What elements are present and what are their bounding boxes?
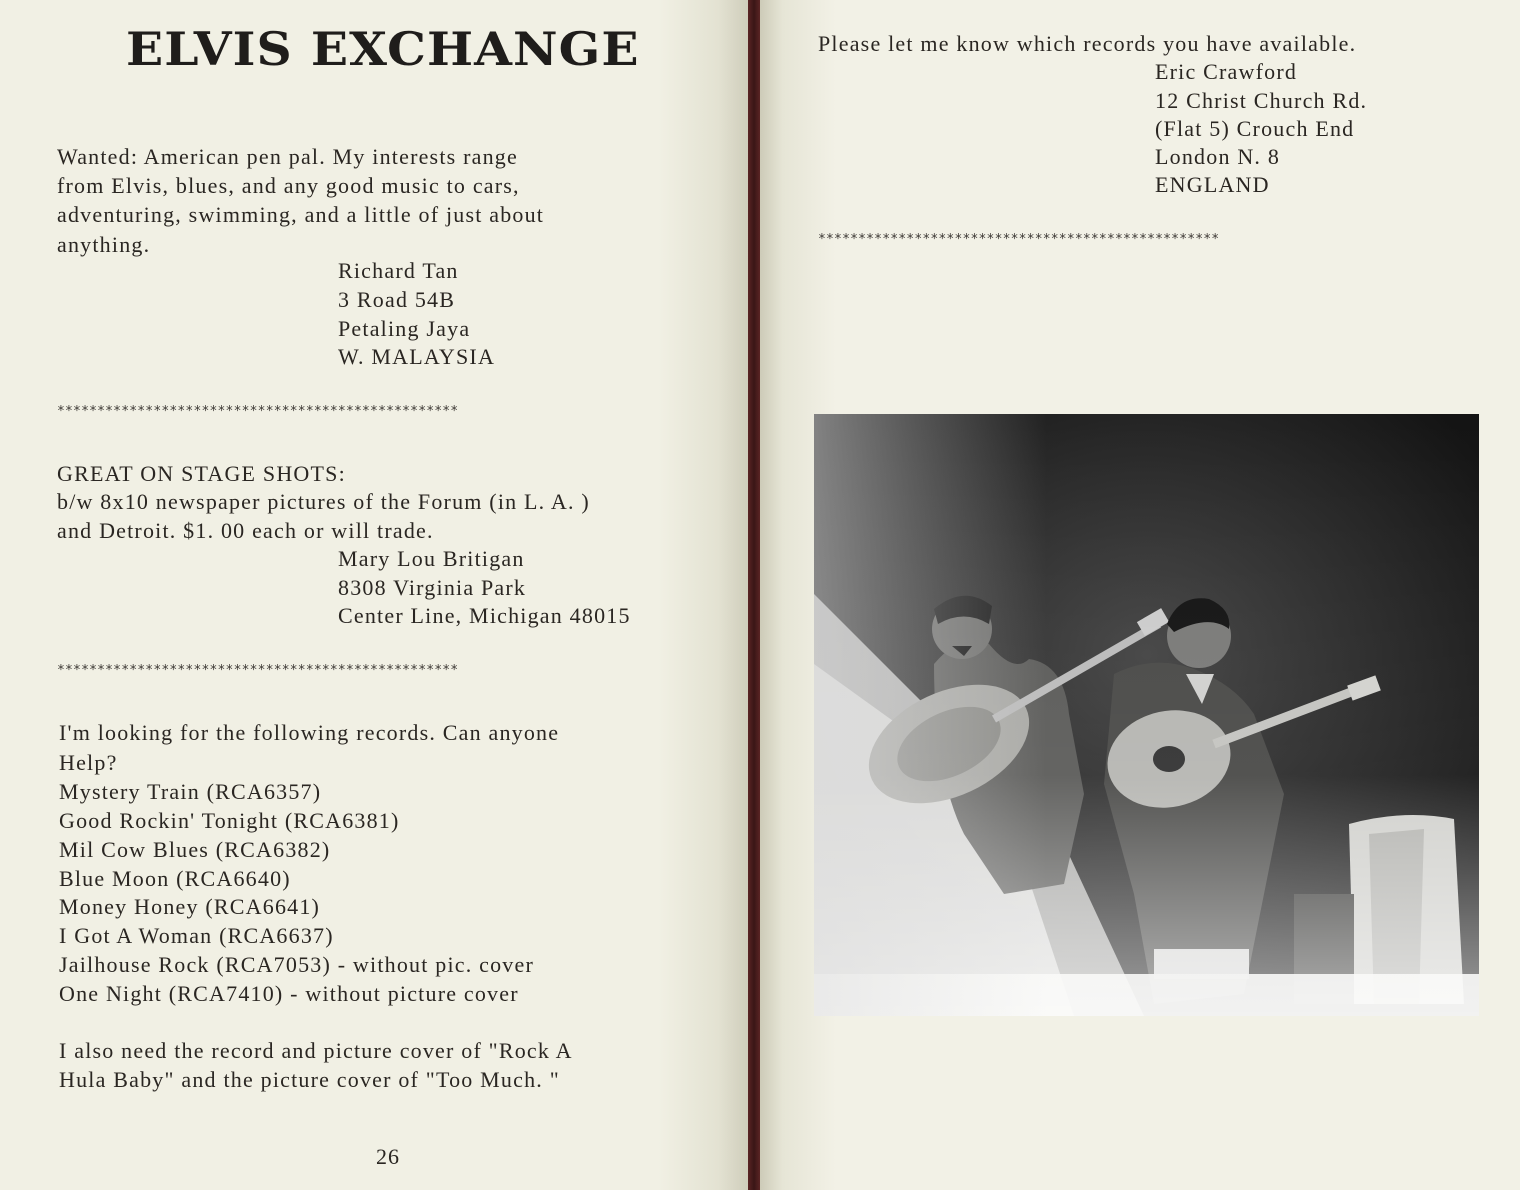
ad3-line: I'm looking for the following records. Can anyone xyxy=(59,720,560,745)
separator: ************************************************** xyxy=(818,232,1220,247)
book-gutter xyxy=(748,0,760,1190)
ad2-line: GREAT ON STAGE SHOTS: xyxy=(57,461,346,486)
record-item: Mil Cow Blues (RCA6382) xyxy=(59,837,331,862)
ad1-address-line: W. MALAYSIA xyxy=(338,344,496,369)
ad3-extra-line: Hula Baby" and the picture cover of "Too Much. " xyxy=(59,1067,560,1092)
record-item: Mystery Train (RCA6357) xyxy=(59,779,322,804)
record-item: Blue Moon (RCA6640) xyxy=(59,866,291,891)
page-title: ELVIS EXCHANGE xyxy=(126,22,640,76)
concert-photo xyxy=(814,414,1479,1016)
ad1-line: adventuring, swimming, and a little of just about xyxy=(57,202,545,227)
ad2-line: b/w 8x10 newspaper pictures of the Forum (in L. A. ) xyxy=(57,489,590,514)
record-item: Good Rockin' Tonight (RCA6381) xyxy=(59,808,400,833)
record-item: One Night (RCA7410) - without picture cover xyxy=(59,981,519,1006)
ad1-line: from Elvis, blues, and any good music to cars, xyxy=(57,173,520,198)
page-number: 26 xyxy=(376,1144,400,1169)
ad3-line: Help? xyxy=(59,750,118,775)
record-item: Money Honey (RCA6641) xyxy=(59,894,321,919)
ad1-line: Wanted: American pen pal. My interests range xyxy=(57,144,518,169)
separator: ************************************************** xyxy=(57,663,459,678)
right-address-line: Eric Crawford xyxy=(1155,59,1298,84)
ad1-address-line: Richard Tan xyxy=(338,258,459,283)
ad2-address-line: 8308 Virginia Park xyxy=(338,575,527,600)
ad3-extra-line: I also need the record and picture cover of "Rock A xyxy=(59,1038,573,1063)
ad2-line: and Detroit. $1. 00 each or will trade. xyxy=(57,518,434,543)
ad2-address-line: Mary Lou Britigan xyxy=(338,546,525,571)
separator: ************************************************** xyxy=(57,404,459,419)
right-address-line: ENGLAND xyxy=(1155,172,1270,197)
right-address-line: (Flat 5) Crouch End xyxy=(1155,116,1355,141)
ad1-address-line: 3 Road 54B xyxy=(338,287,456,312)
ad1-line: anything. xyxy=(57,232,151,257)
record-item: Jailhouse Rock (RCA7053) - without pic. cover xyxy=(59,952,534,977)
ad1-address-line: Petaling Jaya xyxy=(338,316,471,341)
record-item: I Got A Woman (RCA6637) xyxy=(59,923,334,948)
right-address-line: London N. 8 xyxy=(1155,144,1281,169)
right-text-line: Please let me know which records you have available. xyxy=(818,31,1357,56)
ad2-address-line: Center Line, Michigan 48015 xyxy=(338,603,631,628)
concert-photo-illustration xyxy=(814,414,1479,1016)
right-address-line: 12 Christ Church Rd. xyxy=(1155,88,1368,113)
